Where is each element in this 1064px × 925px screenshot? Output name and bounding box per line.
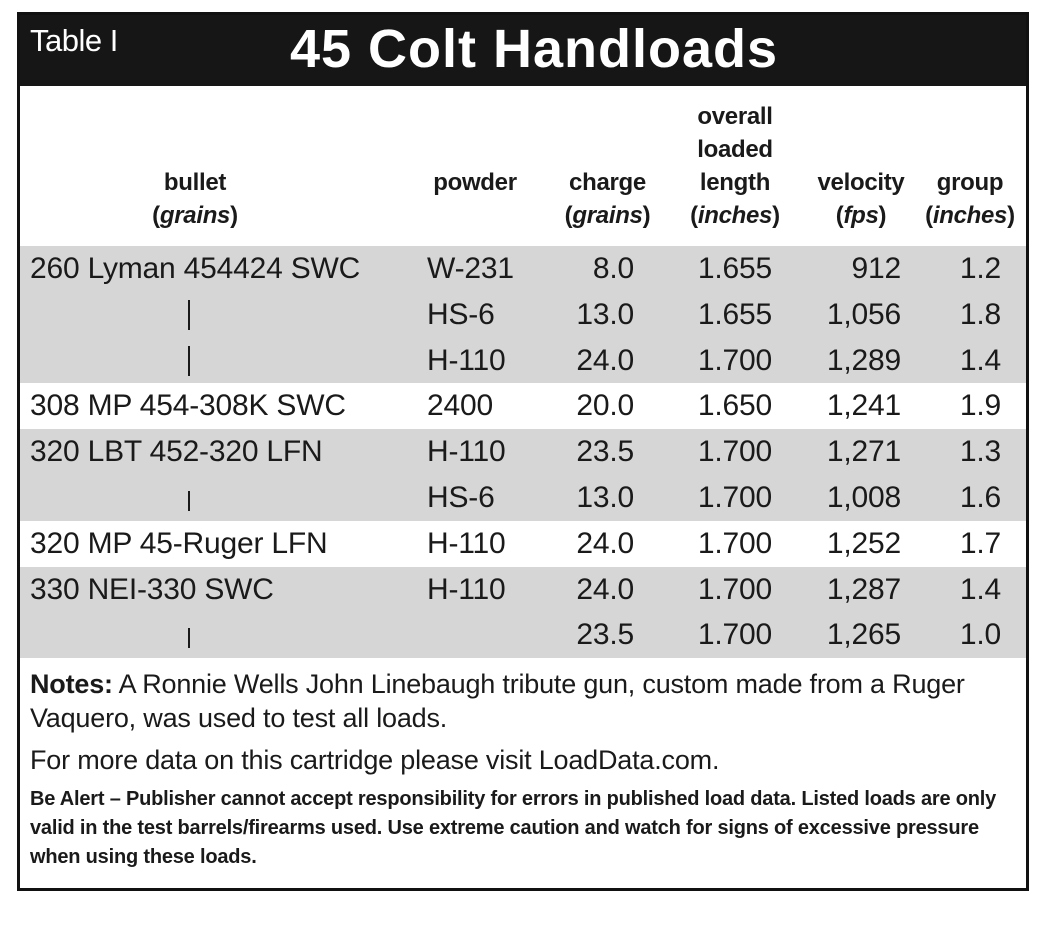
table-title	[20, 18, 1026, 80]
table-row	[20, 612, 1026, 658]
cell-velocity: 1,287	[826, 572, 901, 606]
cell-velocity: 1,271	[826, 435, 901, 469]
header-charge-unit: grains	[572, 202, 643, 229]
more-data-note: For more data on this cartridge please visit LoadData.com.	[30, 745, 720, 775]
cell-charge: 20.0	[576, 389, 634, 423]
notes-label: Notes:	[30, 669, 113, 699]
header-length	[675, 100, 795, 232]
header-charge	[545, 166, 670, 232]
cell-powder: W-231	[427, 252, 514, 285]
column-headers	[20, 86, 1026, 246]
cell-charge: 8.0	[592, 252, 634, 285]
cell-powder: HS-6	[427, 480, 495, 514]
cell-bullet: 320 LBT 452-320 LFN	[30, 435, 323, 469]
header-group-line1: group	[936, 169, 1004, 196]
table-body	[20, 246, 1026, 658]
cell-powder: 2400	[427, 389, 493, 423]
table-row	[20, 292, 1026, 338]
cell-group: 1.8	[959, 297, 1001, 331]
cell-group: 1.7	[959, 526, 1001, 560]
cell-length: 1.655	[697, 297, 772, 331]
ditto-mark	[188, 491, 190, 511]
cell-group: 1.6	[959, 480, 1001, 514]
paren-close: )	[878, 202, 887, 229]
table-title-text: 45 Colt Handloads	[289, 19, 779, 79]
cell-length: 1.700	[697, 572, 772, 606]
cell-bullet: 308 MP 454-308K SWC	[30, 389, 346, 423]
table-row	[20, 383, 1026, 429]
header-powder-line1: powder	[433, 169, 517, 196]
header-length-line1: overall	[697, 103, 773, 130]
cell-length: 1.700	[697, 480, 772, 514]
cell-velocity: 1,265	[826, 618, 901, 652]
header-bullet-unit: grains	[159, 202, 231, 229]
paren-open: (	[925, 202, 933, 229]
cell-charge: 23.5	[576, 435, 634, 469]
table-row	[20, 338, 1026, 384]
paren-close: )	[230, 202, 238, 229]
ditto-mark	[188, 628, 190, 648]
cell-bullet: 320 MP 45-Ruger LFN	[30, 526, 328, 560]
cell-charge: 13.0	[576, 480, 634, 514]
cell-length: 1.700	[697, 343, 772, 377]
paren-open: (	[690, 202, 698, 229]
cell-charge: 13.0	[576, 297, 634, 331]
cell-bullet: 260 Lyman 454424 SWC	[30, 252, 361, 285]
header-powder-spacer	[415, 199, 535, 232]
header-charge-line1: charge	[569, 169, 646, 196]
ditto-mark	[188, 300, 190, 330]
header-length-unit: inches	[697, 202, 773, 229]
table-row	[20, 475, 1026, 521]
paren-open: (	[152, 202, 160, 229]
cell-velocity: 1,252	[826, 526, 901, 560]
table-row	[20, 246, 1026, 292]
cell-charge: 24.0	[576, 526, 634, 560]
header-length-line3: length	[699, 169, 771, 196]
header-velocity-line2	[806, 199, 916, 232]
header-velocity	[806, 166, 916, 232]
cell-group: 1.3	[959, 435, 1001, 469]
header-bullet	[110, 166, 280, 232]
ditto-mark	[188, 346, 190, 376]
notes-paragraph	[30, 667, 1020, 735]
paren-open: (	[835, 202, 844, 229]
header-group-unit: inches	[932, 202, 1008, 229]
alert-disclaimer: Be Alert – Publisher cannot accept responsibility for errors in published load data. Listed loads are only valid in the test barrels/firearms used. Use extreme caution and watch for signs of excessive pressure when using these loads.	[30, 788, 997, 868]
paren-close: )	[772, 202, 780, 229]
cell-length: 1.700	[697, 526, 772, 560]
cell-velocity: 1,056	[826, 297, 901, 331]
cell-group: 1.4	[959, 343, 1001, 377]
cell-group: 1.0	[959, 618, 1001, 652]
header-bullet-line2	[110, 199, 280, 232]
cell-length: 1.700	[697, 435, 772, 469]
notes-text: A Ronnie Wells John Linebaugh tribute gun, custom made from a Ruger Vaquero, was used to test all loads.	[30, 669, 965, 733]
cell-charge: 24.0	[576, 572, 634, 606]
cell-charge: 23.5	[576, 618, 634, 652]
header-length-line2: loaded	[697, 136, 773, 163]
cell-powder: H-110	[427, 572, 506, 606]
cell-velocity: 912	[851, 252, 901, 285]
cell-velocity: 1,008	[826, 480, 901, 514]
cell-powder: HS-6	[427, 297, 495, 331]
header-velocity-unit: fps	[843, 202, 879, 229]
cell-bullet: 330 NEI-330 SWC	[30, 572, 274, 606]
table-label: Table I	[30, 23, 118, 58]
cell-group: 1.4	[959, 572, 1001, 606]
paren-open: (	[564, 202, 573, 229]
title-bar	[20, 15, 1026, 86]
cell-velocity: 1,289	[826, 343, 901, 377]
cell-group: 1.9	[959, 389, 1001, 423]
notes-section	[30, 667, 1020, 872]
header-velocity-line1: velocity	[817, 169, 905, 196]
paren-close: )	[1007, 202, 1015, 229]
table-row	[20, 429, 1026, 475]
header-group-line2	[916, 199, 1024, 232]
header-group	[916, 166, 1024, 232]
cell-length: 1.700	[697, 618, 772, 652]
table-row	[20, 521, 1026, 567]
cell-velocity: 1,241	[826, 389, 901, 423]
header-length-line4	[675, 199, 795, 232]
cell-powder: H-110	[427, 343, 506, 377]
cell-length: 1.655	[697, 252, 772, 285]
header-powder	[415, 166, 535, 232]
handloads-table-frame	[17, 12, 1029, 891]
header-bullet-line1: bullet	[163, 169, 227, 196]
cell-charge: 24.0	[576, 343, 634, 377]
header-charge-line2	[545, 199, 670, 232]
cell-powder: H-110	[427, 435, 506, 469]
cell-powder: H-110	[427, 526, 506, 560]
table-row	[20, 567, 1026, 613]
paren-close: )	[642, 202, 651, 229]
cell-group: 1.2	[959, 252, 1001, 285]
cell-length: 1.650	[697, 389, 772, 423]
